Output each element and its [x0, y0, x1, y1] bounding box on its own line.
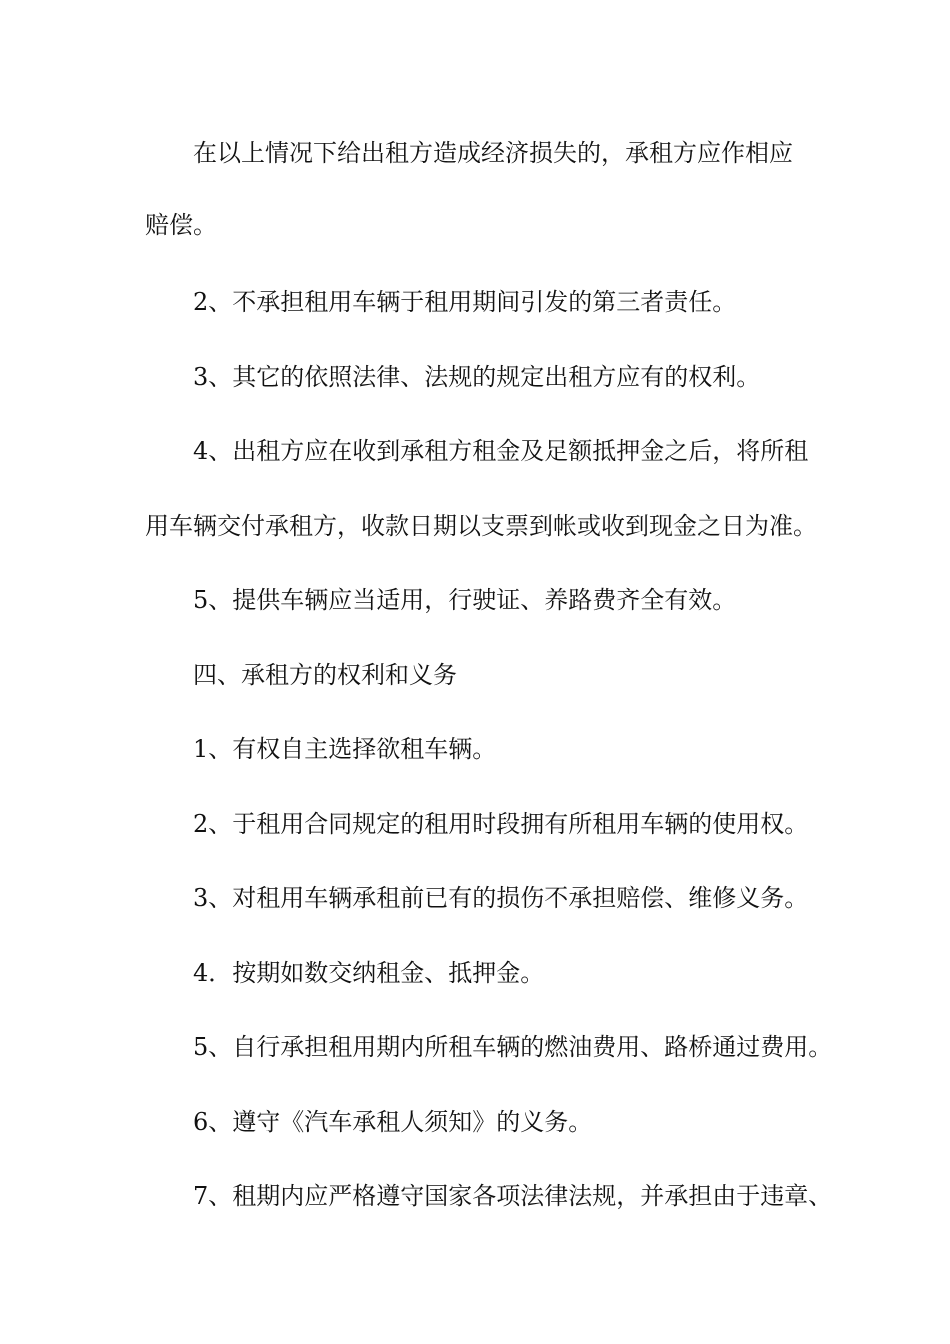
list-item-4: 4、出租方应在收到承租方租金及足额抵押金之后，将所租 — [193, 437, 809, 465]
list-item-5: 5、自行承担租用期内所租车辆的燃油费用、路桥通过费用。 — [193, 1033, 833, 1061]
list-item-3: 3、其它的依照法律、法规的规定出租方应有的权利。 — [193, 363, 761, 391]
list-item-2: 2、不承担租用车辆于租用期间引发的第三者责任。 — [193, 288, 737, 316]
paragraph-line: 赔偿。 — [145, 211, 217, 239]
list-item-1: 1、有权自主选择欲租车辆。 — [193, 735, 497, 763]
section-heading: 四、承租方的权利和义务 — [193, 661, 457, 689]
list-item-7: 7、租期内应严格遵守国家各项法律法规，并承担由于违章、 — [193, 1182, 833, 1210]
paragraph-line: 在以上情况下给出租方造成经济损失的，承租方应作相应 — [193, 139, 793, 167]
list-item-3: 3、对租用车辆承租前已有的损伤不承担赔偿、维修义务。 — [193, 884, 809, 912]
paragraph-line: 用车辆交付承租方，收款日期以支票到帐或收到现金之日为准。 — [145, 512, 817, 540]
list-item-4: 4．按期如数交纳租金、抵押金。 — [193, 959, 545, 987]
list-item-5: 5、提供车辆应当适用，行驶证、养路费齐全有效。 — [193, 586, 737, 614]
list-item-2: 2、于租用合同规定的租用时段拥有所租用车辆的使用权。 — [193, 810, 809, 838]
list-item-6: 6、遵守《汽车承租人须知》的义务。 — [193, 1108, 593, 1136]
